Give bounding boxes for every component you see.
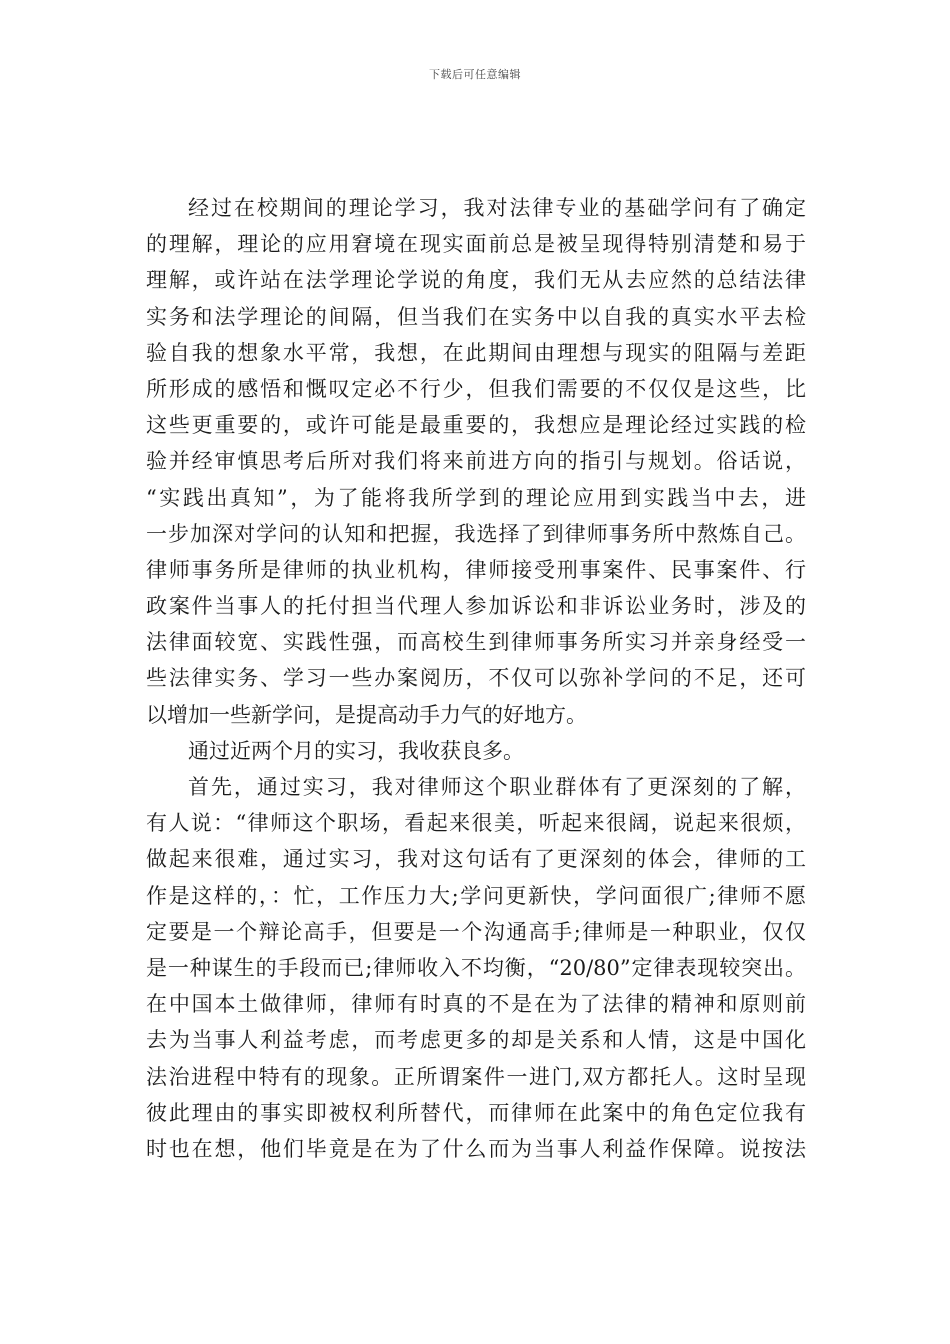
body-text (146, 190, 806, 1167)
text-line: 做起来很难，通过实习，我对这句话有了更深刻的体会，律师的工 (146, 847, 806, 872)
text-line: 理解，或许站在法学理论学说的角度，我们无从去应然的总结法律 (146, 268, 806, 293)
text-line: 实务和法学理论的间隔，但当我们在实务中以自我的真实水平去检 (146, 304, 806, 329)
text-line: 法治进程中特有的现象。正所谓案件一进门,双方都托人。这时呈现 (146, 1064, 806, 1089)
text-line: 所形成的感悟和慨叹定必不行少，但我们需要的不仅仅是这些，比 (146, 376, 806, 401)
text-line: 时也在想，他们毕竟是在为了什么而为当事人利益作保障。说按法 (146, 1136, 806, 1161)
text-line: 首先，通过实习，我对律师这个职业群体有了更深刻的了解， (188, 775, 806, 799)
text-line: 彼此理由的事实即被权利所替代，而律师在此案中的角色定位我有 (146, 1100, 806, 1125)
text-line: 的理解，理论的应用窘境在现实面前总是被呈现得特别清楚和易于 (146, 232, 806, 257)
text-line: 律师事务所是律师的执业机构，律师接受刑事案件、民事案件、行 (146, 557, 806, 582)
text-line: 政案件当事人的托付担当代理人参加诉讼和非诉讼业务时，涉及的 (146, 594, 806, 619)
text-line: 在中国本土做律师，律师有时真的不是在为了法律的精神和原则前 (146, 992, 806, 1017)
text-line: 作是这样的，：忙，工作压力大;学问更新快，学问面很广;律师不愿 (146, 883, 806, 908)
text-line: 这些更重要的，或许可能是最重要的，我想应是理论经过实践的检 (146, 413, 806, 438)
text-line: 是一种谋生的手段而已;律师收入不均衡，“20/80”定律表现较突出。 (146, 955, 806, 980)
text-line: “实践出真知”，为了能将我所学到的理论应用到实践当中去，进 (146, 485, 806, 510)
header-note: 下载后可任意编辑 (429, 68, 521, 81)
text-line: 些法律实务、学习一些办案阅历，不仅可以弥补学问的不足，还可 (146, 666, 806, 691)
text-line: 法律面较宽、实践性强，而高校生到律师事务所实习并亲身经受一 (146, 630, 806, 655)
text-line: 验自我的想象水平常，我想，在此期间由理想与现实的阻隔与差距 (146, 340, 806, 365)
text-line: 一步加深对学问的认知和把握，我选择了到律师事务所中熬炼自己。 (146, 521, 806, 546)
text-line: 去为当事人利益考虑，而考虑更多的却是关系和人情，这是中国化 (146, 1028, 806, 1053)
text-line: 通过近两个月的实习，我收获良多。 (188, 738, 524, 763)
text-line: 以增加一些新学问，是提高动手力气的好地方。 (146, 702, 587, 727)
text-line: 定要是一个辩论高手，但要是一个沟通高手;律师是一种职业，仅仅 (146, 919, 806, 944)
text-line: 有人说：“律师这个职场，看起来很美，听起来很阔，说起来很烦， (146, 811, 806, 836)
text-line: 验并经审慎思考后所对我们将来前进方向的指引与规划。俗话说， (146, 449, 806, 474)
text-line: 经过在校期间的理论学习，我对法律专业的基础学问有了确定 (188, 196, 806, 220)
